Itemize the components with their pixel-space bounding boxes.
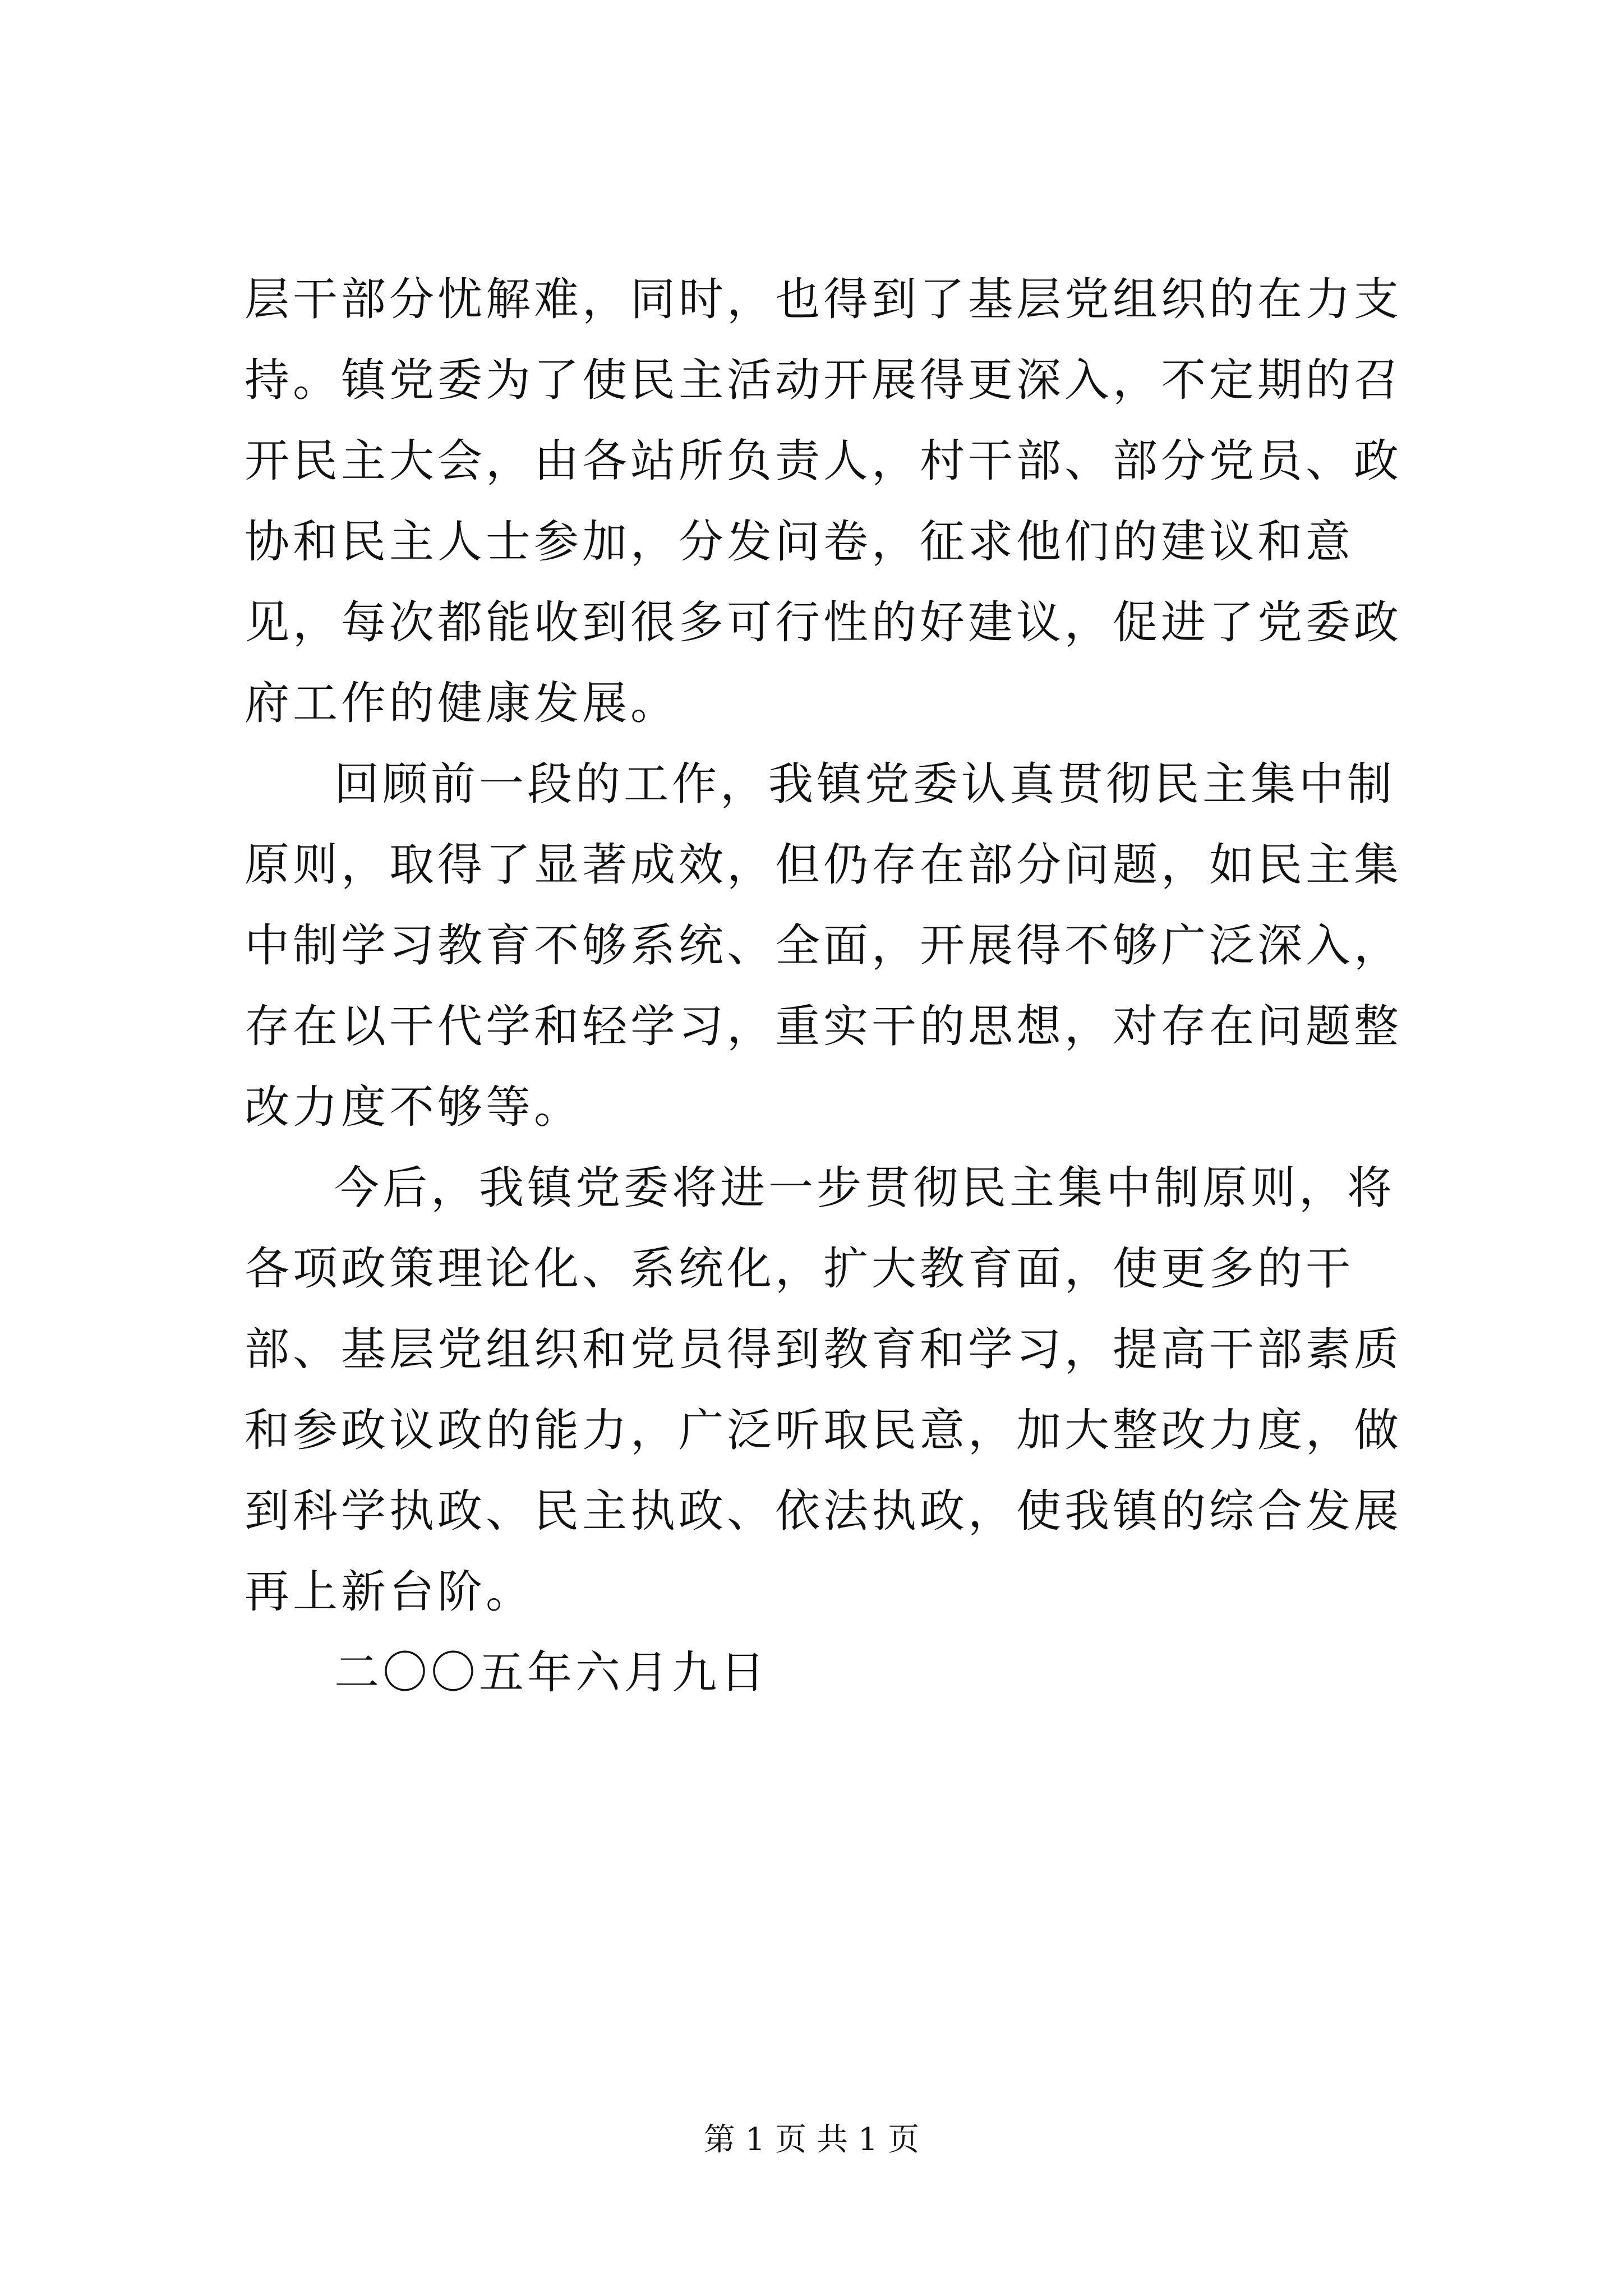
paragraph-continued: 层干部分忧解难，同时，也得到了基层党组织的在力支持。镇党委为了使民主活动开展得更深入，不定期的召开民主大会，由各站所负责人，村干部、部分党员、政协和民主人士参加，分发问卷，征求他们的建议和意见，每次都能收到很多可行性的好建议，促进了党委政府工作的健康发展。 bbox=[245, 273, 1402, 729]
paragraph-future: 今后，我镇党委将进一步贯彻民主集中制原则，将各项政策理论化、系统化，扩大教育面，使更多的干部、基层党组织和党员得到教育和学习，提高干部素质和参政议政的能力，广泛听取民意，加大整改力度，做到科学执政、民主执政、依法执政，使我镇的综合发展再上新台阶。 bbox=[245, 1162, 1402, 1618]
paragraph-review: 回顾前一段的工作，我镇党委认真贯彻民主集中制原则，取得了显著成效，但仍存在部分问题，如民主集中制学习教育不够系统、全面，开展得不够广泛深入，存在以干代学和轻学习，重实干的思想，对存在问题整改力度不够等。 bbox=[245, 758, 1402, 1133]
page-footer: 第 1 页 共 1 页 bbox=[703, 2122, 920, 2158]
document-body bbox=[245, 259, 1425, 1713]
document-date: 二〇〇五年六月九日 bbox=[334, 1646, 768, 1699]
